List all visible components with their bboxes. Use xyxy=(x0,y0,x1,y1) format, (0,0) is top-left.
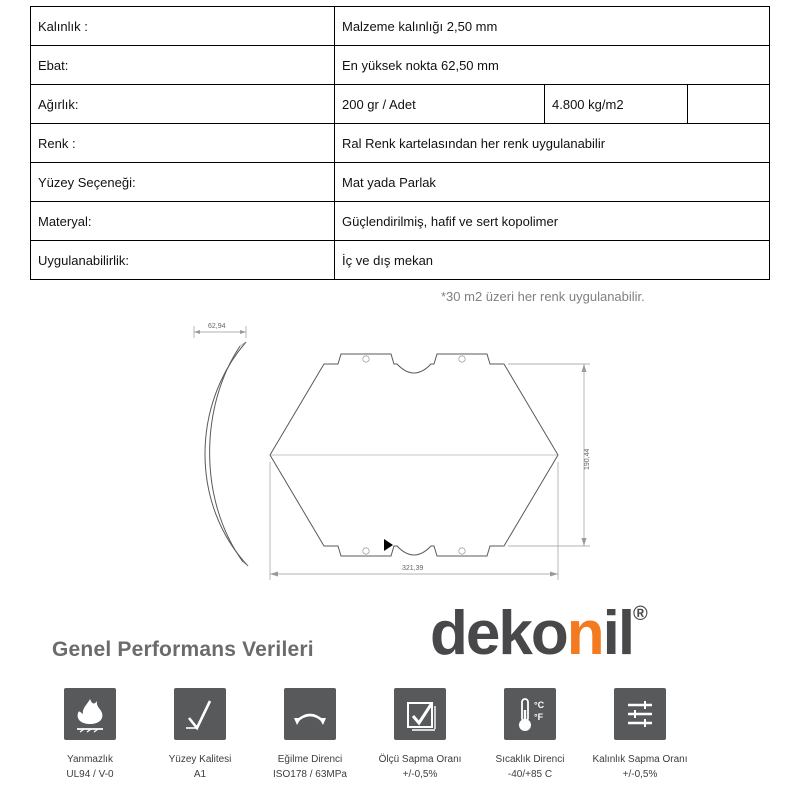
row-label: Ağırlık: xyxy=(31,85,335,123)
dimension-label: 62,94 xyxy=(208,323,226,330)
perf-item-temperature-resistance xyxy=(475,688,585,782)
perf-item-bending-strength xyxy=(255,688,365,782)
logo-part-n: n xyxy=(566,599,603,668)
logo-part-deko: deko xyxy=(430,599,567,668)
panel-side-profile xyxy=(205,342,248,566)
check-frame-icon xyxy=(394,688,446,740)
row-value: Mat yada Parlak xyxy=(342,174,436,190)
svg-text:°C: °C xyxy=(534,700,545,710)
table-row xyxy=(31,124,769,163)
panel-front-view xyxy=(270,354,558,556)
row-value: Güçlendirilmiş, hafif ve sert kopolimer xyxy=(342,213,559,229)
perf-caption: Sıcaklık Direnci -40/+85 C xyxy=(495,754,565,780)
perf-caption: Yüzey Kalitesi A1 xyxy=(168,754,232,780)
table-row xyxy=(31,163,769,202)
dekonil-logo xyxy=(430,599,648,668)
table-row xyxy=(31,46,769,85)
datum-marker xyxy=(384,539,393,551)
row-value: Ral Renk kartelasından her renk uygulanabilir xyxy=(342,135,606,151)
layers-icon xyxy=(614,688,666,740)
registered-mark: ® xyxy=(633,603,648,625)
table-row xyxy=(31,7,769,46)
perf-caption: Ölçü Sapma Oranı +/-0,5% xyxy=(378,754,462,780)
perf-item-surface-quality xyxy=(145,688,255,782)
flame-icon xyxy=(64,688,116,740)
table-row xyxy=(31,85,769,124)
row-label: Kalınlık : xyxy=(31,7,335,45)
dimension-crescent xyxy=(194,323,246,338)
perf-caption: Yanmazlık UL94 / V-0 xyxy=(66,754,114,780)
thermometer-icon xyxy=(504,688,556,740)
table-row xyxy=(31,241,769,280)
row-value: İç ve dış mekan xyxy=(342,252,434,268)
row-value: En yüksek nokta 62,50 mm xyxy=(342,57,499,73)
surface-finish-icon xyxy=(174,688,226,740)
table-row xyxy=(31,202,769,241)
performance-heading: Genel Performans Verileri xyxy=(52,638,314,661)
row-label: Uygulanabilirlik: xyxy=(31,241,335,279)
row-value: 200 gr / Adet xyxy=(335,85,545,123)
perf-item-flammability xyxy=(35,688,145,782)
logo-part-il: il xyxy=(602,599,634,668)
bending-icon xyxy=(284,688,336,740)
dimension-width xyxy=(270,462,558,580)
dimension-label: 190,44 xyxy=(584,448,591,470)
perf-caption: Eğilme Direnci ISO178 / 63MPa xyxy=(273,754,347,780)
performance-icons-row xyxy=(35,688,695,782)
spec-table xyxy=(30,6,770,280)
technical-drawing xyxy=(148,318,632,598)
perf-item-dimension-tolerance xyxy=(365,688,475,782)
dimension-label: 321,39 xyxy=(402,565,424,572)
row-label: Materyal: xyxy=(31,202,335,240)
row-label: Yüzey Seçeneği: xyxy=(31,163,335,201)
row-label: Renk : xyxy=(31,124,335,162)
row-label: Ebat: xyxy=(31,46,335,84)
perf-caption: Kalınlık Sapma Oranı +/-0,5% xyxy=(592,754,688,780)
perf-item-thickness-tolerance xyxy=(585,688,695,782)
empty-cell xyxy=(688,85,769,123)
row-value: Malzeme kalınlığı 2,50 mm xyxy=(342,18,498,34)
svg-text:°F: °F xyxy=(534,712,544,722)
row-value-secondary: 4.800 kg/m2 xyxy=(545,85,688,123)
table-note: *30 m2 üzeri her renk uygulanabilir. xyxy=(441,289,645,304)
